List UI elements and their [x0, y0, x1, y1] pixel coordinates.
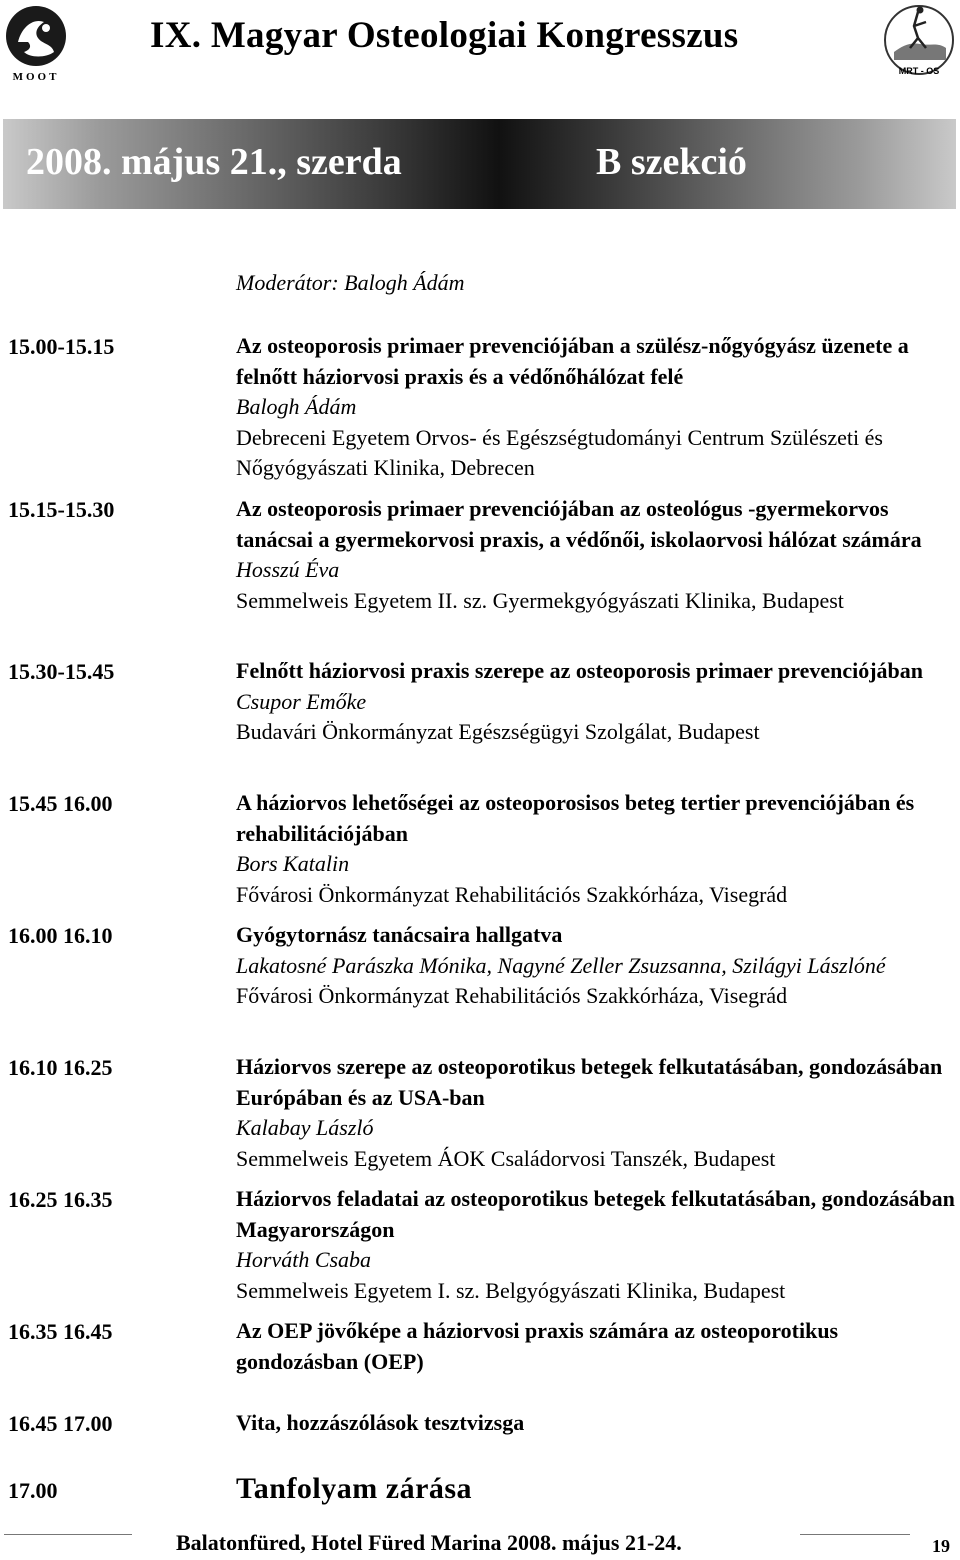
- session-item: [236, 1408, 958, 1439]
- page-number: 19: [932, 1536, 950, 1556]
- session-time: 16.35 16.45: [8, 1319, 113, 1344]
- session-item: [236, 1316, 958, 1377]
- session-author: Balogh Ádám: [236, 394, 357, 419]
- banner-date: 2008. május 21., szerda: [26, 141, 402, 183]
- session-time: 16.00 16.10: [8, 923, 113, 948]
- footer-rule-left: [4, 1534, 132, 1535]
- session-title: Az OEP jövőképe a háziorvosi praxis számára az osteoporotikus gondozásban (OEP): [236, 1318, 839, 1374]
- session-author: Kalabay László: [236, 1115, 374, 1140]
- mrt-os-logo: [880, 2, 958, 82]
- moderator: Moderátor: Balogh Ádám: [236, 270, 465, 295]
- session-item: [236, 920, 958, 1012]
- session-title: Az osteoporosis primaer prevenciójában a szülész-nőgyógyász üzenete a felnőtt háziorvosi praxis és a védőnőhálózat felé: [236, 333, 909, 389]
- session-title: Háziorvos feladatai az osteoporotikus betegek felkutatásában, gondozásában Magyarországon: [236, 1186, 955, 1242]
- moot-logo-text: MOOT: [12, 71, 60, 83]
- session-author: Csupor Emőke: [236, 688, 367, 714]
- session-title: Az osteoporosis primaer prevenciójában az osteológus -gyermekorvos tanácsai a gyermekorvosi praxis, a védőnői, iskolaorvosi hálózat számára: [236, 496, 922, 552]
- session-time: 15.30-15.45: [8, 659, 115, 684]
- footer-rule-right: [800, 1534, 910, 1535]
- session-author: Hosszú Éva: [236, 557, 340, 582]
- banner-section: B szekció: [596, 141, 747, 183]
- session-title: Vita, hozzászólások tesztvizsga: [236, 1410, 525, 1435]
- session-institution: Fővárosi Önkormányzat Rehabilitációs Szakkórháza, Visegrád: [236, 983, 788, 1008]
- closing-title: Tanfolyam zárása: [236, 1472, 473, 1505]
- session-time: 16.45 17.00: [8, 1411, 113, 1436]
- session-institution: Semmelweis Egyetem ÁOK Családorvosi Tanszék, Budapest: [236, 1145, 776, 1171]
- session-time: 15.45 16.00: [8, 791, 113, 816]
- session-title: A háziorvos lehetőségei az osteoporosisos beteg tertier prevenciójában és rehabilitációjában: [236, 790, 915, 846]
- mrt-os-logo-text: MRT - OS: [898, 66, 940, 76]
- session-time: 15.00-15.15: [8, 334, 115, 359]
- session-author: Horváth Csaba: [236, 1247, 372, 1272]
- session-title: Gyógytornász tanácsaira hallgatva: [236, 922, 563, 947]
- session-title: Háziorvos szerepe az osteoporotikus betegek felkutatásában, gondozásában Európában és az USA-ban: [236, 1054, 943, 1110]
- session-institution: Fővárosi Önkormányzat Rehabilitációs Szakkórháza, Visegrád: [236, 881, 788, 907]
- session-author: Lakatosné Parászka Mónika, Nagyné Zeller Zsuzsanna, Szilágyi Lászlóné: [236, 952, 886, 978]
- session-author: Bors Katalin: [236, 851, 350, 876]
- session-item: [236, 331, 958, 484]
- session-item: [236, 494, 958, 616]
- closing-time: 17.00: [8, 1478, 58, 1503]
- session-title: Felnőtt háziorvosi praxis szerepe az osteoporosis primaer prevenciójában: [236, 658, 924, 683]
- session-institution: Debreceni Egyetem Orvos- és Egészségtudományi Centrum Szülészeti és Nőgyógyászati Klinika, Debrecen: [236, 424, 883, 480]
- session-time: 15.15-15.30: [8, 497, 115, 522]
- session-item: [236, 1184, 958, 1306]
- session-time: 16.10 16.25: [8, 1055, 113, 1080]
- session-item: [236, 1052, 958, 1174]
- moot-logo: [4, 4, 68, 84]
- session-institution: Semmelweis Egyetem I. sz. Belgyógyászati Klinika, Budapest: [236, 1277, 786, 1303]
- session-item: [236, 656, 958, 748]
- footer-venue: Balatonfüred, Hotel Füred Marina 2008. május 21-24.: [176, 1530, 682, 1555]
- session-institution: Budavári Önkormányzat Egészségügyi Szolgálat, Budapest: [236, 719, 760, 744]
- session-institution: Semmelweis Egyetem II. sz. Gyermekgyógyászati Klinika, Budapest: [236, 587, 844, 613]
- page-title: IX. Magyar Osteologiai Kongresszus: [150, 15, 739, 56]
- session-item: [236, 788, 958, 910]
- session-time: 16.25 16.35: [8, 1187, 113, 1212]
